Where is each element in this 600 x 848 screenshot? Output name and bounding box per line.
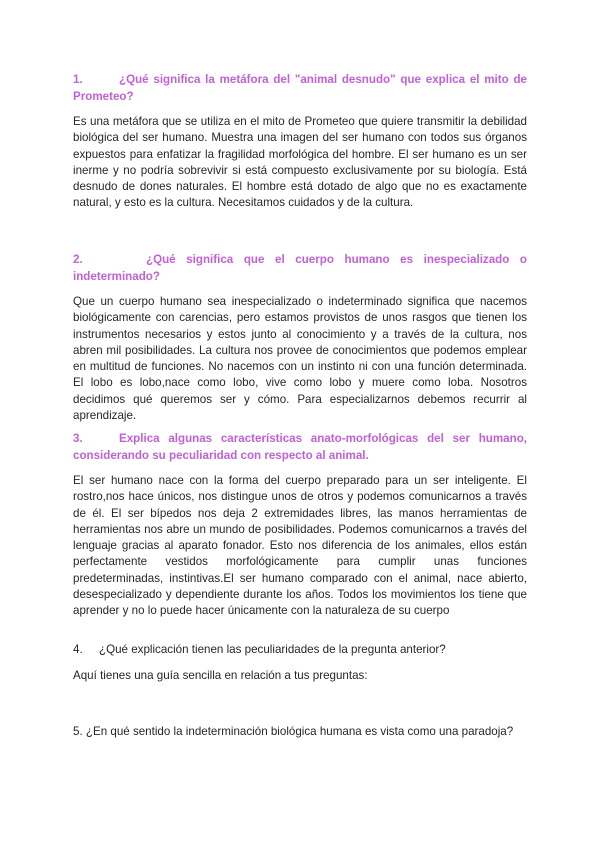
question-3-number: 3. — [73, 432, 83, 445]
answer-3: El ser humano nace con la forma del cuerpo preparado para un ser inteligente. El rostro,nos hace únicos, nos distingue unos de otros y podemos comunicarnos a través de él. El ser bípedos nos deja 2 extremidades libres, las manos herramientas de herramientas nos abre un mundo de posibilidades. Podemos comunicarnos a través del lenguaje gracias al aparato fonador. Esto nos diferencia de los animales, ellos están perfectamente vestidos morfológicamente para cumplir unas funciones predeterminadas, instintivas.El ser humano comparado con el animal, nace abierto, desespecializado y dependiente durante los años. Todos los movimientos los tiene que aprender y no lo puede hacer únicamente con la naturaleza de su cuerpo — [73, 474, 527, 618]
question-1-heading — [73, 71, 527, 105]
question-4-text: ¿Qué explicación tienen las peculiaridades de la pregunta anterior? — [99, 643, 446, 656]
question-4-number: 4. — [73, 643, 83, 656]
question-3-text: Explica algunas características anato-morfológicas del ser humano, considerando su peculiaridad con respecto al animal. — [73, 432, 527, 462]
question-1-number: 1. — [73, 73, 83, 86]
question-5: 5. ¿En qué sentido la indeterminación biológica humana es vista como una paradoja? — [73, 725, 514, 738]
question-2-number: 2. — [73, 253, 83, 266]
question-2-text: ¿Qué significa que el cuerpo humano es inespecializado o indeterminado? — [73, 253, 527, 283]
question-2-heading — [73, 251, 527, 285]
question-4-heading — [73, 641, 527, 658]
answer-2: Que un cuerpo humano sea inespecializado o indeterminado significa que nacemos biológicamente con carencias, pero estamos provistos de unos rasgos que tienen los instrumentos necesarios y estos junto al conocimiento y a través de la cultura, nos abren mil posibilidades. La cultura nos provee de conocimientos que podemos emplear en multitud de funciones. No nacemos con un instinto ni con una función determinada. El lobo es lobo,nace como lobo, vive como lobo y muere como loba. Nosotros decidimos qué queremos ser y cómo. Para especializarnos debemos recurrir al aprendizaje. — [73, 295, 527, 423]
question-3-heading — [73, 430, 527, 464]
guide-line: Aquí tienes una guía sencilla en relación a tus preguntas: — [73, 669, 368, 682]
answer-1: Es una metáfora que se utiliza en el mito de Prometeo que quiere transmitir la debilidad biológica del ser humano. Muestra una imagen del ser humano con todos sus órganos expuestos para enfatizar la fragilidad morfológica del hombre. El ser humano es un ser inerme y no podría sobrevivir si está compuesto exclusivamente por su biología. Está desnudo de dones naturales. El hombre está dotado de algo que no es exactamente natural, y esto es la cultura. Necesitamos cuidados y de la cultura. — [73, 115, 527, 210]
question-1-text: ¿Qué significa la metáfora del "animal desnudo" que explica el mito de Prometeo? — [73, 73, 527, 103]
